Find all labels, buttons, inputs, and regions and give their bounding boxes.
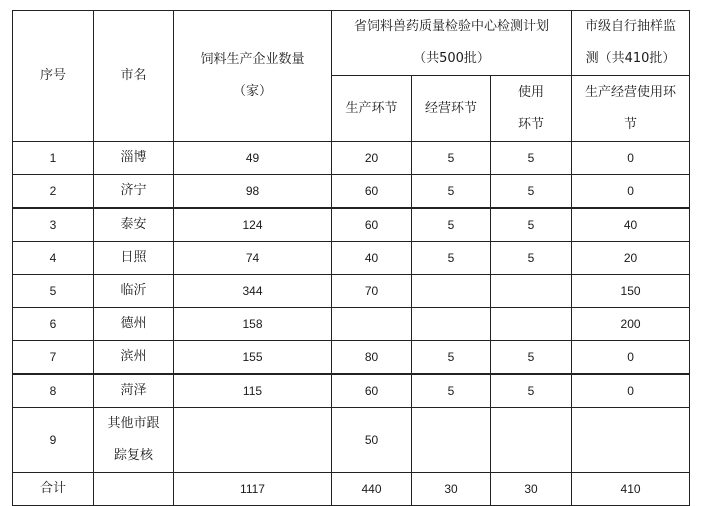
cell-seq: 6	[13, 308, 94, 341]
cell-production: 80	[332, 341, 412, 375]
cell-operation	[412, 275, 491, 308]
cell-use	[491, 275, 572, 308]
table-row	[13, 142, 690, 175]
subheader-city-all	[572, 76, 690, 142]
cell-city-sample: 20	[572, 242, 690, 275]
table-row	[13, 308, 690, 341]
cell-production: 60	[332, 175, 412, 209]
cell-operation: 5	[412, 142, 491, 175]
header-seq-label: 序号	[39, 68, 66, 83]
inspection-plan-table	[12, 10, 690, 506]
cell-count: 158	[174, 308, 332, 341]
header-city-label: 市名	[120, 68, 147, 83]
cell-city: 济宁	[94, 175, 174, 209]
header-enterprise-count	[174, 11, 332, 142]
cell-city: 菏泽	[94, 374, 174, 408]
subheader-use-line1: 使用	[518, 84, 545, 100]
cell-count: 155	[174, 341, 332, 375]
subheader-use	[491, 76, 572, 142]
cell-city-sample: 0	[572, 374, 690, 408]
total-label: 合计	[13, 473, 94, 506]
cell-production: 60	[332, 374, 412, 408]
cell-count: 124	[174, 208, 332, 242]
subheader-production	[332, 76, 412, 142]
header-count-line1: 饲料生产企业数量	[200, 52, 305, 67]
cell-count: 74	[174, 242, 332, 275]
cell-seq: 4	[13, 242, 94, 275]
cell-city-line2: 踪复核	[113, 448, 153, 463]
total-count: 1117	[174, 473, 332, 506]
cell-city-sample: 0	[572, 142, 690, 175]
cell-city-line1: 其他市跟	[107, 416, 160, 431]
subheader-city-line2: 节	[624, 116, 638, 132]
table-row	[13, 408, 690, 473]
cell-production: 50	[332, 408, 412, 473]
subheader-city-line1: 生产经营使用环	[585, 84, 677, 100]
cell-count: 344	[174, 275, 332, 308]
table-row	[13, 242, 690, 275]
cell-use: 5	[491, 374, 572, 408]
cell-seq: 3	[13, 208, 94, 242]
total-use: 30	[491, 473, 572, 506]
total-operation: 30	[412, 473, 491, 506]
cell-use: 5	[491, 242, 572, 275]
header-row-1	[13, 11, 690, 76]
cell-seq: 8	[13, 374, 94, 408]
cell-seq: 5	[13, 275, 94, 308]
table-row	[13, 374, 690, 408]
header-count-line2: （家）	[232, 84, 272, 99]
cell-operation: 5	[412, 341, 491, 375]
cell-city: 德州	[94, 308, 174, 341]
cell-operation: 5	[412, 175, 491, 209]
cell-seq: 7	[13, 341, 94, 375]
cell-city: 淄博	[94, 142, 174, 175]
cell-use	[491, 408, 572, 473]
header-provincial-plan	[332, 11, 572, 76]
cell-seq: 2	[13, 175, 94, 209]
cell-use: 5	[491, 175, 572, 209]
table-row	[13, 275, 690, 308]
table-row	[13, 341, 690, 375]
total-city	[94, 473, 174, 506]
header-prov-line2: （共500批）	[413, 51, 490, 66]
table-row	[13, 208, 690, 242]
cell-city: 滨州	[94, 341, 174, 375]
cell-operation	[412, 408, 491, 473]
cell-city-sample: 200	[572, 308, 690, 341]
cell-city	[94, 408, 174, 473]
cell-seq: 1	[13, 142, 94, 175]
cell-production: 60	[332, 208, 412, 242]
subheader-operation	[412, 76, 491, 142]
cell-operation: 5	[412, 242, 491, 275]
cell-city-sample: 150	[572, 275, 690, 308]
cell-use: 5	[491, 208, 572, 242]
header-city-line2: 测（共410批）	[585, 51, 676, 66]
subheader-operation-label: 经营环节	[424, 100, 477, 116]
cell-use	[491, 308, 572, 341]
header-city	[94, 11, 174, 142]
header-city-line1: 市级自行抽样监	[585, 19, 677, 34]
cell-city-sample: 0	[572, 341, 690, 375]
total-production: 440	[332, 473, 412, 506]
cell-operation: 5	[412, 208, 491, 242]
header-city-sampling	[572, 11, 690, 76]
cell-production: 70	[332, 275, 412, 308]
cell-production: 20	[332, 142, 412, 175]
table-row	[13, 175, 690, 209]
subheader-production-label: 生产环节	[345, 100, 398, 116]
cell-count: 49	[174, 142, 332, 175]
header-prov-line1: 省饲料兽药质量检验中心检测计划	[354, 19, 550, 34]
cell-use: 5	[491, 341, 572, 375]
cell-seq: 9	[13, 408, 94, 473]
cell-city: 日照	[94, 242, 174, 275]
total-row	[13, 473, 690, 506]
cell-use: 5	[491, 142, 572, 175]
cell-production: 40	[332, 242, 412, 275]
total-city-sample: 410	[572, 473, 690, 506]
subheader-use-line2: 环节	[518, 116, 545, 132]
cell-city: 临沂	[94, 275, 174, 308]
cell-city-sample: 40	[572, 208, 690, 242]
cell-city-sample	[572, 408, 690, 473]
cell-production	[332, 308, 412, 341]
cell-city-sample: 0	[572, 175, 690, 209]
cell-count: 115	[174, 374, 332, 408]
cell-operation: 5	[412, 374, 491, 408]
cell-operation	[412, 308, 491, 341]
header-seq	[13, 11, 94, 142]
cell-count: 98	[174, 175, 332, 209]
cell-count	[174, 408, 332, 473]
cell-city: 泰安	[94, 208, 174, 242]
